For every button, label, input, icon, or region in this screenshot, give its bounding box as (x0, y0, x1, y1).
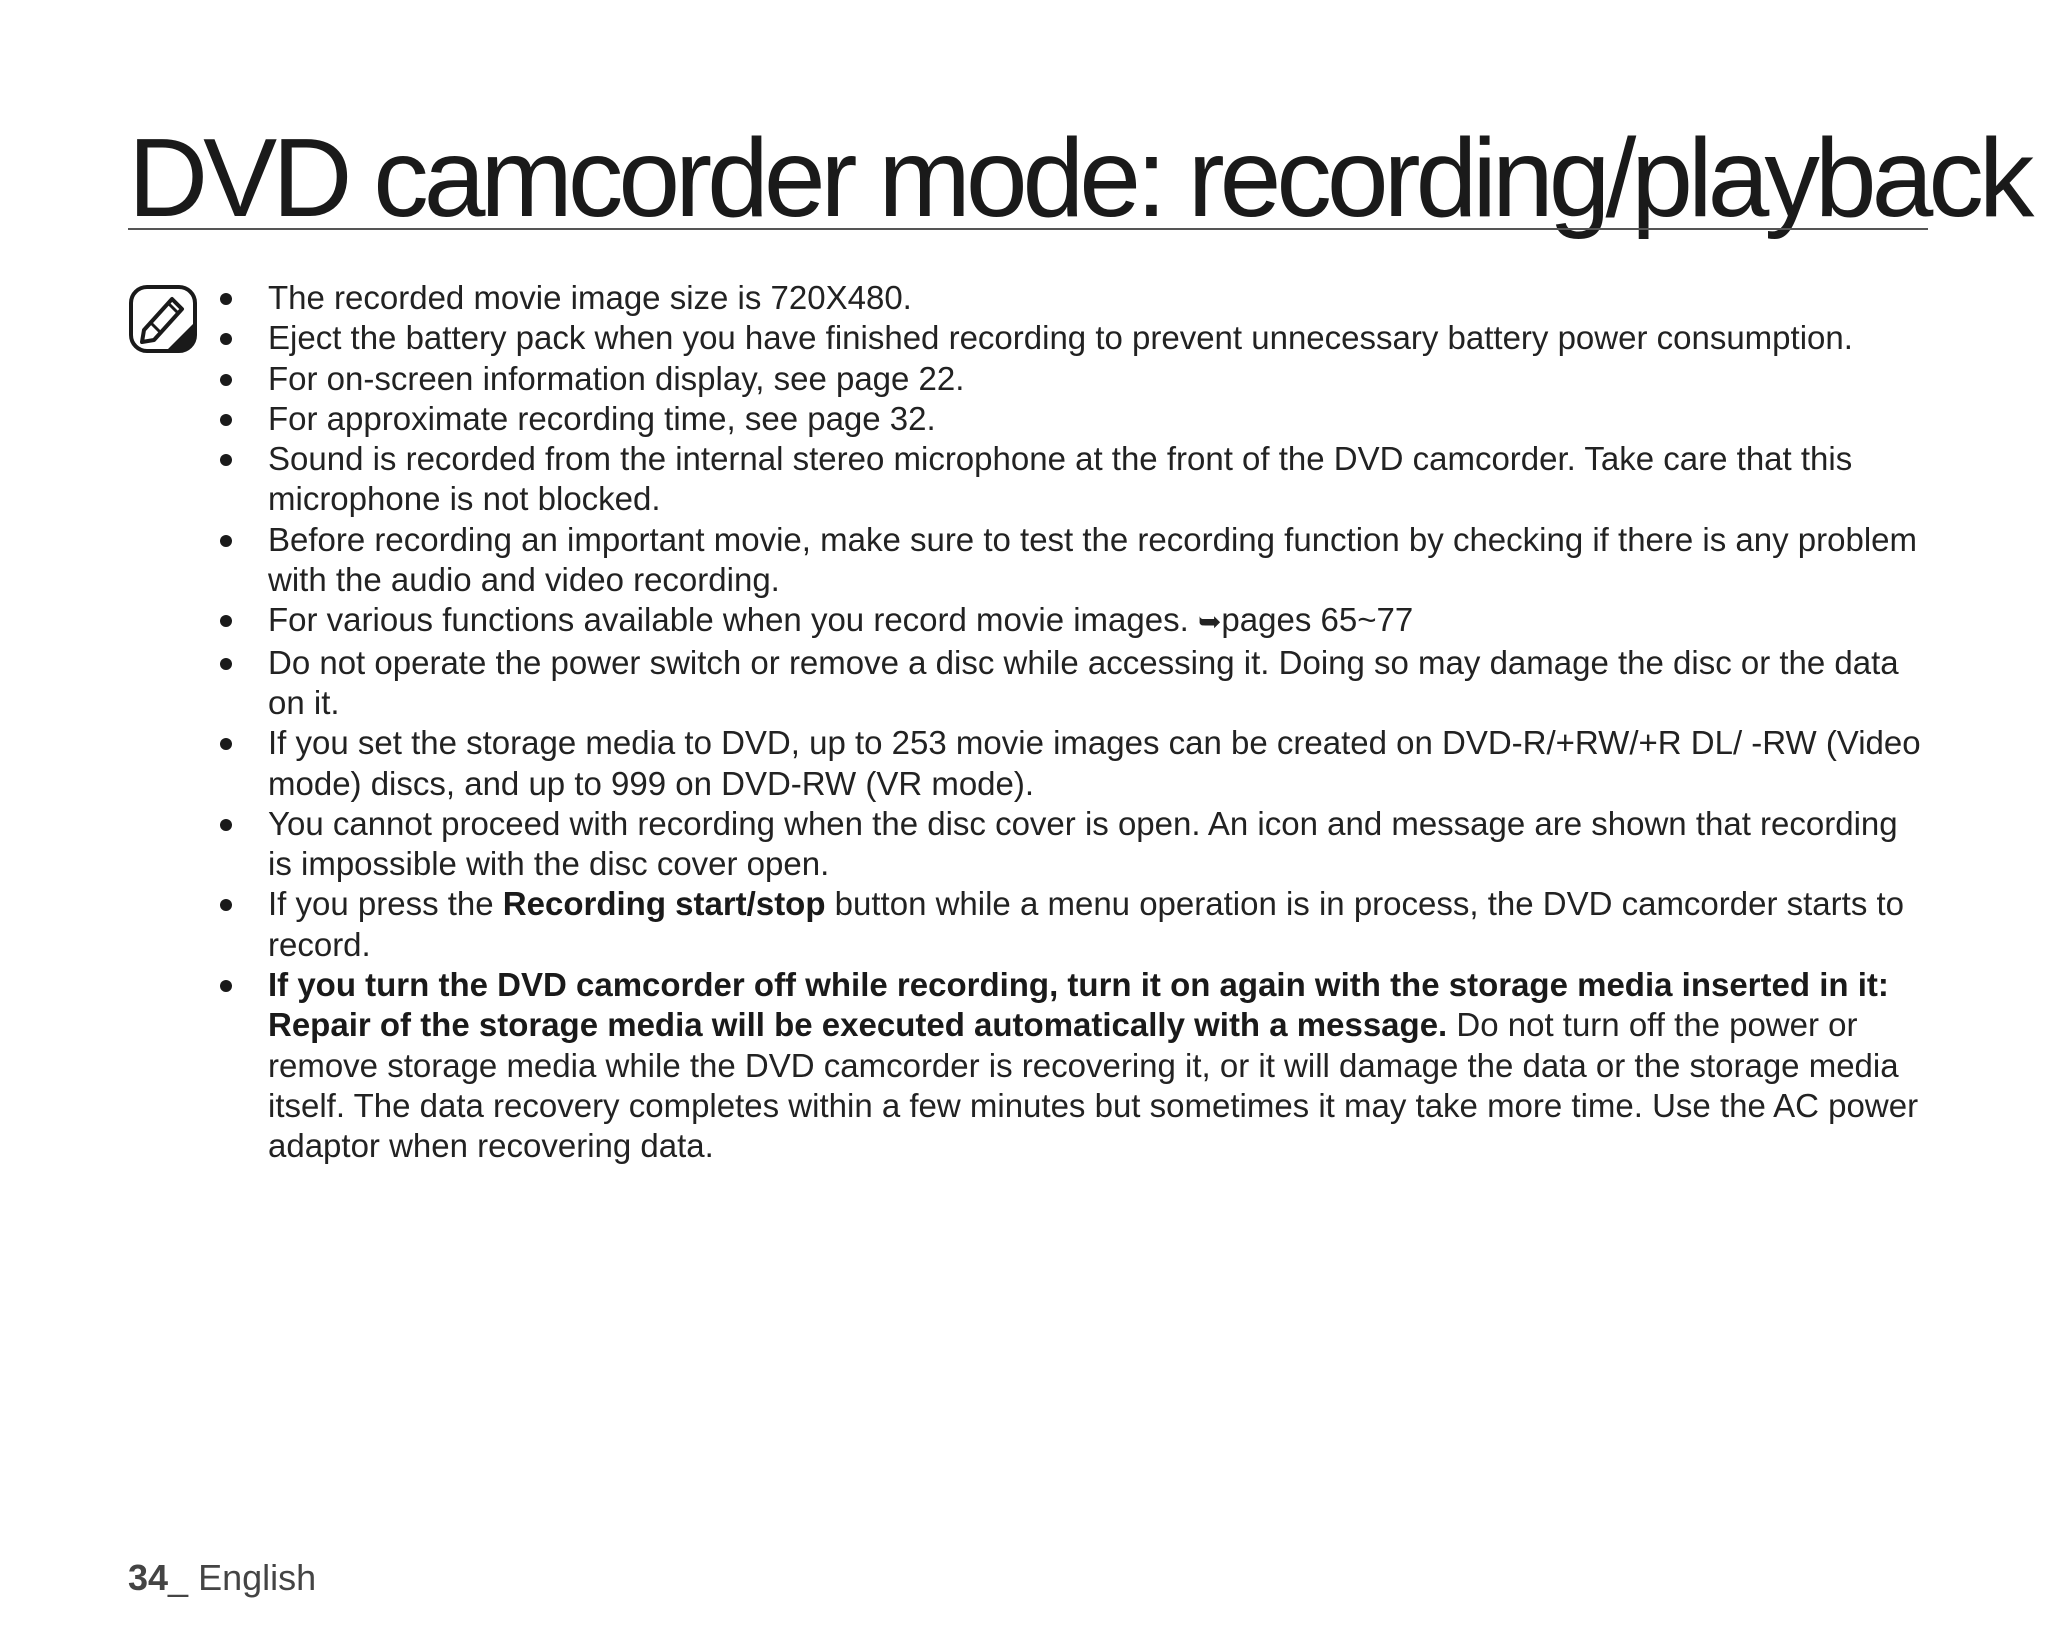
note-text: Eject the battery pack when you have finished recording to prevent unnecessary battery power consumption. (268, 319, 1853, 357)
note-text: Do not turn off the power or remove storage media while the DVD camcorder is recovering it, or it will damage the data or the storage media itself. The data recovery completes within a few minutes but sometimes it may take more time. Use the AC power adaptor when recovering data. (268, 1006, 1919, 1165)
note-text: Sound is recorded from the internal stereo microphone at the front of the DVD camcorder. Take care that this microphone is not blocked. (268, 440, 1853, 518)
bullet-icon (220, 414, 232, 426)
note-text: For approximate recording time, see page 32. (268, 399, 936, 437)
note-item (210, 723, 1930, 804)
note-text: Before recording an important movie, make sure to test the recording function by checking if there is any problem with the audio and video recording. (268, 520, 1918, 599)
note-item (210, 359, 1930, 399)
note-item (210, 399, 1930, 439)
page-reference-arrow-icon: ➥ (1197, 606, 1222, 638)
bullet-icon (220, 738, 232, 750)
bullet-icon (220, 293, 232, 305)
note-text: Do not operate the power switch or remove a disc while accessing it. Doing so may damage the disc or the data on it. (268, 643, 1899, 721)
note-item (210, 439, 1930, 520)
note-emphasis: If you turn the DVD camcorder off while recording, turn it on again with the storage media inserted in it: Repair of the storage media will be executed automatically with a message. (268, 966, 1889, 1044)
note-item (210, 600, 1930, 642)
bullet-icon (220, 980, 232, 992)
bullet-icon (220, 535, 232, 547)
notes-list (210, 278, 1930, 1167)
note-text: For on-screen information display, see page 22. (268, 359, 965, 397)
note-text: If you press the (268, 885, 503, 923)
note-item (210, 520, 1930, 601)
note-text: You cannot proceed with recording when the disc cover is open. An icon and message are shown that recording is impossible with the disc cover open. (268, 804, 1898, 883)
bullet-icon (220, 454, 232, 466)
title-underline (128, 228, 1928, 230)
page-title: DVD camcorder mode: recording/playback (128, 116, 2030, 240)
bullet-icon (220, 374, 232, 386)
note-text: For various functions available when you record movie images. (268, 601, 1198, 639)
bullet-icon (220, 819, 232, 831)
footer-language: _ English (168, 1557, 317, 1598)
note-item (210, 884, 1930, 965)
note-item (210, 804, 1930, 885)
note-item (210, 643, 1930, 724)
page-reference: pages 65~77 (1221, 601, 1414, 639)
bullet-icon (220, 899, 232, 911)
note-text: The recorded movie image size is 720X480. (268, 279, 912, 316)
bullet-icon (220, 658, 232, 670)
page-footer (128, 1556, 316, 1600)
note-text: If you set the storage media to DVD, up to 253 movie images can be created on DVD-R/+RW/+R DL/ -RW (Video mode) discs, and up to 999 on DVD-RW (VR mode). (268, 724, 1921, 802)
bullet-icon (220, 615, 232, 627)
note-item (210, 965, 1930, 1166)
note-pencil-icon (128, 284, 198, 354)
bullet-icon (220, 333, 232, 345)
note-item (210, 318, 1930, 358)
note-text: button while a menu operation is in process, the DVD camcorder starts to record. (268, 885, 1905, 963)
note-item (210, 278, 1930, 318)
page-number: 34 (128, 1557, 169, 1598)
button-name: Recording start/stop (502, 885, 826, 923)
